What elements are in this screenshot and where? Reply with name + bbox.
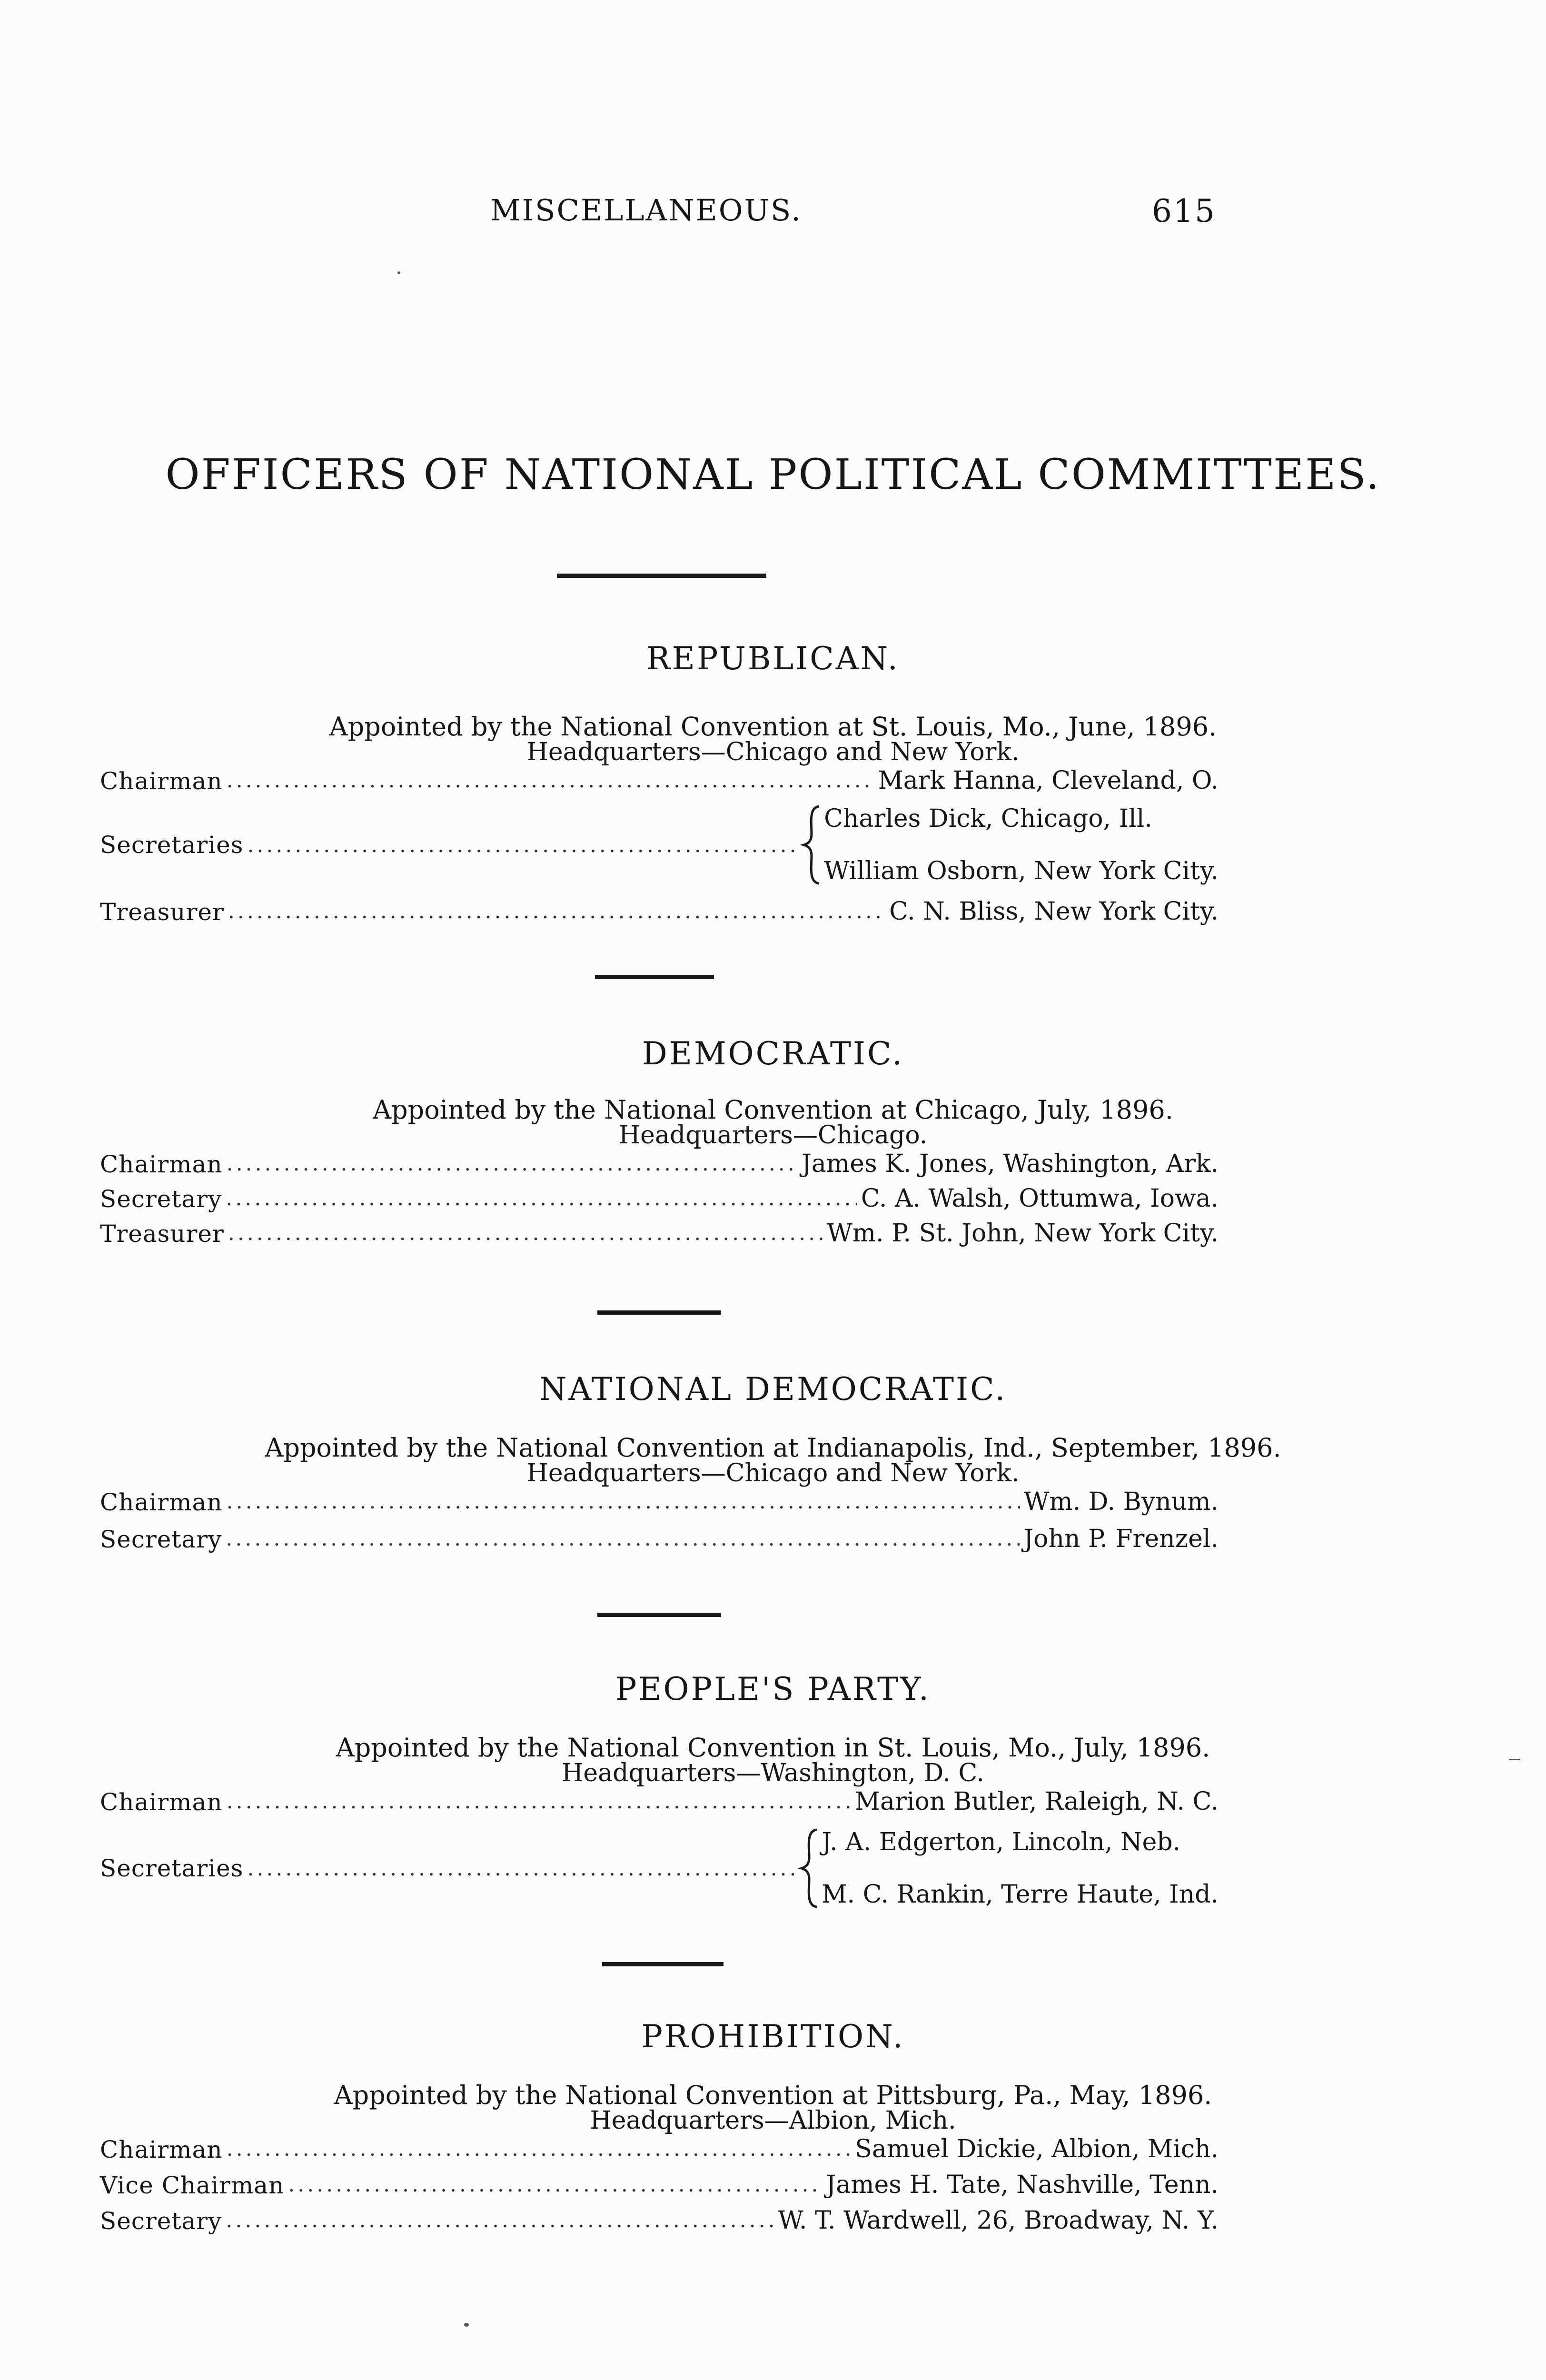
officer-name: J. A. Edgerton, Lincoln, Neb. [822, 1828, 1181, 1856]
officer-name: Mark Hanna, Cleveland, O. [878, 766, 1219, 795]
officer-row [100, 892, 1219, 926]
officer-row [100, 2130, 1219, 2163]
dot-leader [227, 1491, 1020, 1516]
section-rule [595, 975, 714, 979]
page-number: 615 [1152, 193, 1216, 229]
section-heading-national-democratic: NATIONAL DEMOCRATIC. [539, 1371, 1007, 1408]
section-rule [557, 574, 766, 578]
section-heading-republican: REPUBLICAN. [646, 640, 900, 677]
officer-row-multi [100, 1823, 1219, 1914]
section-rule [597, 1310, 721, 1315]
scan-speck [1509, 1759, 1520, 1760]
officer-role: Secretary [100, 1185, 222, 1213]
section-heading-democratic: DEMOCRATIC. [642, 1035, 904, 1072]
officer-name: Charles Dick, Chicago, Ill. [824, 804, 1152, 833]
officer-row [100, 1180, 1219, 1213]
appointment-note: Appointed by the National Convention at Indianapolis, Ind., September, 1896. [265, 1433, 1281, 1463]
dot-leader [227, 1791, 851, 1816]
officer-role: Chairman [100, 767, 223, 795]
officer-row [100, 1520, 1219, 1553]
appointment-note: Appointed by the National Convention at Pittsburg, Pa., May, 1896. [334, 2080, 1212, 2110]
officer-role: Secretaries [100, 1854, 244, 1882]
officer-role: Chairman [100, 1150, 223, 1178]
officer-name: Wm. P. St. John, New York City. [827, 1219, 1219, 1248]
appointment-note: Appointed by the National Convention in St. Louis, Mo., July, 1896. [336, 1733, 1210, 1763]
dot-leader [228, 1223, 823, 1248]
officer-name: James H. Tate, Nashville, Tenn. [826, 2171, 1219, 2199]
officer-names [822, 1828, 1219, 1909]
scan-speck [397, 271, 400, 274]
dot-leader [227, 2139, 852, 2163]
dot-leader [228, 901, 885, 926]
officer-name: M. C. Rankin, Terre Haute, Ind. [822, 1880, 1219, 1909]
officer-names [824, 804, 1219, 885]
officer-name: John P. Frenzel. [1023, 1525, 1219, 1553]
officer-name: Marion Butler, Raleigh, N. C. [854, 1787, 1219, 1816]
officer-role: Treasurer [100, 898, 224, 926]
section-heading-prohibition: PROHIBITION. [641, 2018, 905, 2055]
headquarters-note: Headquarters—Chicago and New York. [526, 1459, 1020, 1488]
dot-leader [226, 1528, 1020, 1553]
officer-role: Chairman [100, 2136, 223, 2163]
officer-role: Chairman [100, 1488, 223, 1516]
appointment-note: Appointed by the National Convention at St. Louis, Mo., June, 1896. [329, 712, 1217, 742]
officer-row-multi [100, 800, 1219, 890]
dot-leader [247, 1856, 794, 1881]
officer-row [100, 1145, 1219, 1178]
officer-role: Treasurer [100, 1220, 224, 1248]
dot-leader [227, 1153, 798, 1178]
officer-row [100, 2166, 1219, 2199]
officer-role: Secretary [100, 2207, 222, 2235]
dot-leader [226, 1188, 857, 1213]
officer-row [100, 1483, 1219, 1516]
officer-role: Secretary [100, 1526, 222, 1553]
section-rule [602, 1962, 723, 1966]
officer-name: Wm. D. Bynum. [1023, 1488, 1219, 1516]
headquarters-note: Headquarters—Washington, D. C. [562, 1759, 984, 1787]
officer-name: Samuel Dickie, Albion, Mich. [855, 2135, 1219, 2163]
dot-leader [227, 770, 874, 795]
headquarters-note: Headquarters—Chicago and New York. [526, 738, 1020, 766]
officer-name: C. A. Walsh, Ottumwa, Iowa. [861, 1184, 1219, 1213]
dot-leader [247, 833, 796, 857]
scan-speck [464, 2323, 469, 2327]
page-title: OFFICERS OF NATIONAL POLITICAL COMMITTEES. [165, 450, 1381, 499]
curly-brace-icon [798, 1828, 822, 1909]
officer-row [100, 762, 1219, 795]
officer-role: Secretaries [100, 831, 244, 859]
officer-row [100, 2202, 1219, 2235]
officer-row [100, 1783, 1219, 1816]
officer-name: C. N. Bliss, New York City. [889, 897, 1219, 926]
headquarters-note: Headquarters—Chicago. [618, 1121, 928, 1150]
running-title: MISCELLANEOUS. [490, 193, 802, 228]
officer-name: James K. Jones, Washington, Ark. [802, 1150, 1219, 1178]
dot-leader [288, 2174, 822, 2199]
section-heading-peoples-party: PEOPLE'S PARTY. [615, 1671, 931, 1707]
officer-role: Vice Chairman [100, 2172, 285, 2199]
officer-row [100, 1214, 1219, 1248]
dot-leader [226, 2210, 774, 2235]
officer-name: William Osborn, New York City. [824, 857, 1219, 885]
officer-name: W. T. Wardwell, 26, Broadway, N. Y. [778, 2206, 1219, 2235]
headquarters-note: Headquarters—Albion, Mich. [590, 2106, 956, 2135]
curly-brace-icon [800, 804, 824, 885]
officer-role: Chairman [100, 1788, 223, 1816]
section-rule [597, 1613, 721, 1617]
appointment-note: Appointed by the National Convention at Chicago, July, 1896. [373, 1095, 1173, 1125]
